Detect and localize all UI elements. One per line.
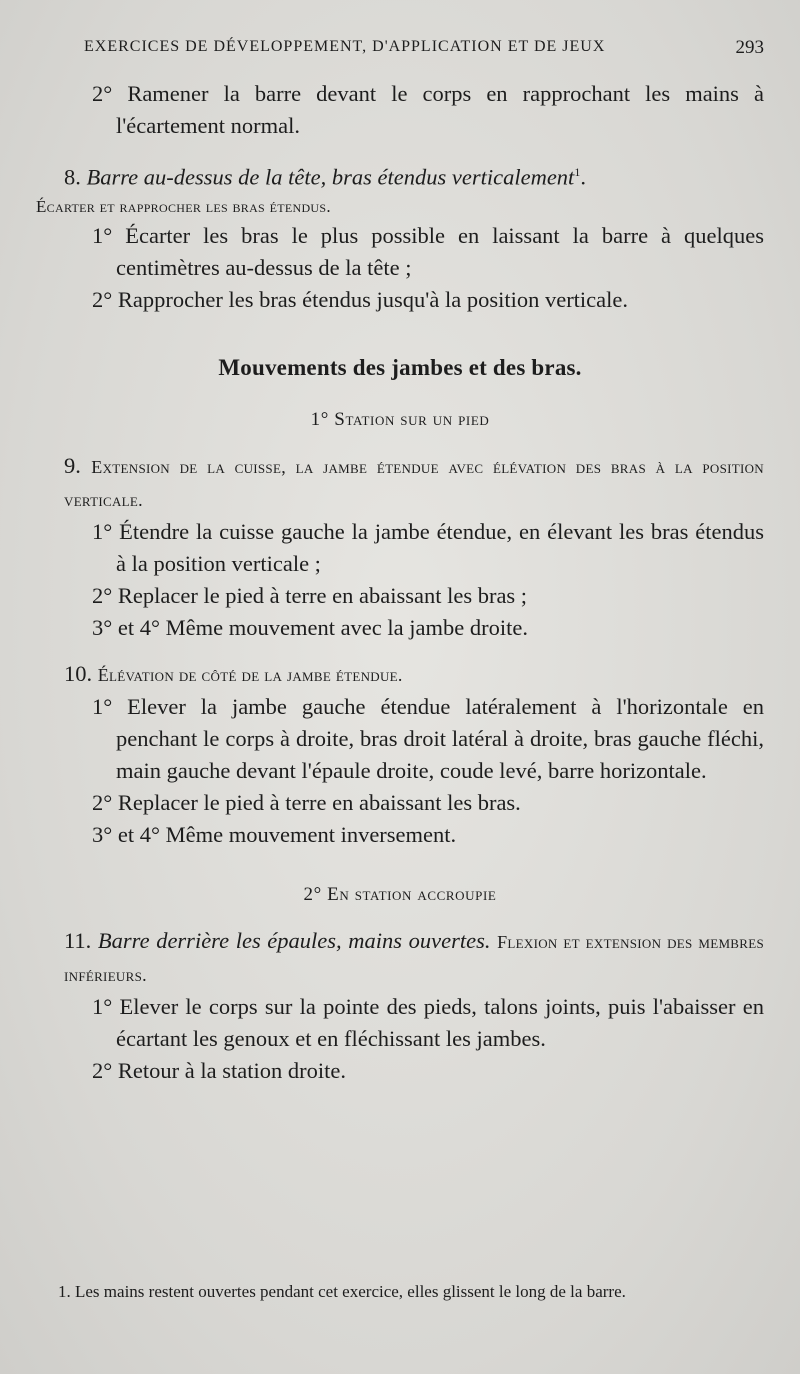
exercise-9-step-1: 1° Étendre la cuisse gauche la jambe étendue, en élevant les bras étendus à la position verticale ; xyxy=(92,518,764,576)
subsection-station-accroupie: 2° En station accroupie xyxy=(303,883,497,905)
exercise-9-title xyxy=(36,450,764,516)
footnote-marker: 1 xyxy=(574,165,581,179)
exercise-10-step-2: 2° Replacer le pied à terre en abaissant les bras. xyxy=(92,789,521,815)
page-number: 293 xyxy=(735,37,764,58)
exercise-10-heading: Élévation de côté de la jambe étendue. xyxy=(97,664,403,685)
exercise-10-title xyxy=(36,658,764,691)
exercise-11-italic-title: Barre derrière les épaules, mains ouvertes. xyxy=(97,927,491,953)
exercise-number: 10. xyxy=(64,660,93,686)
exercise-11-step-1: 1° Elever le corps sur la pointe des pieds, talons joints, puis l'abaisser en écartant les genoux et en fléchissant les jambes. xyxy=(92,993,764,1051)
exercise-9-step-2: 2° Replacer le pied à terre en abaissant les bras ; xyxy=(92,582,528,608)
exercise-number: 9. xyxy=(64,452,81,478)
running-header xyxy=(84,38,764,56)
page-body xyxy=(36,78,764,1087)
exercise-8-step-1: 1° Écarter les bras le plus possible en laissant la barre à quelques centimètres au-dessus de la tête ; xyxy=(92,222,764,280)
exercise-9-step-3: 3° et 4° Même mouvement avec la jambe droite. xyxy=(92,614,528,640)
exercise-8-italic-title: Barre au-dessus de la tête, bras étendus verticalement xyxy=(86,164,575,190)
section-heading: Mouvements des jambes et des bras. xyxy=(218,354,582,380)
exercise-number: 11. xyxy=(64,927,92,953)
exercise-8-title: 8. Barre au-dessus de la tête, bras étendus verticalement$^1$. Écarter et rapprocher les bras étendus. xyxy=(36,156,764,220)
exercise-number: 8. xyxy=(64,164,81,190)
running-title: EXERCICES DE DÉVELOPPEMENT, D'APPLICATION ET DE JEUX xyxy=(84,38,606,55)
exercise-10-step-3: 3° et 4° Même mouvement inversement. xyxy=(92,821,457,847)
exercise-10-step-1: 1° Elever la jambe gauche étendue latéralement à l'horizontale en penchant le corps à droite, bras droit latéral à droite, bras gauche fléchi, main gauche devant l'épaule droite, coude levé, barre horizontale. xyxy=(92,693,764,783)
exercise-8-step-2: 2° Rapprocher les bras étendus jusqu'à la position verticale. xyxy=(92,286,629,312)
subsection-station-sur-un-pied: 1° Station sur un pied xyxy=(310,408,490,430)
exercise-9-heading: Extension de la cuisse, la jambe étendue avec élévation des bras à la position verticale. xyxy=(64,456,764,510)
exercise-11-step-2: 2° Retour à la station droite. xyxy=(92,1057,346,1083)
footnote: 1. Les mains restent ouvertes pendant cet exercice, elles glissent le long de la barre. xyxy=(58,1282,626,1301)
exercise-8-subtitle: Écarter et rapprocher les bras étendus. xyxy=(36,196,331,216)
exercise-11-heading: Flexion et extension des membres inférieurs. xyxy=(64,931,765,985)
exercise-7-step-2: 2° Ramener la barre devant le corps en rapprochant les mains à l'écartement normal. xyxy=(92,81,764,138)
exercise-11-title xyxy=(36,925,764,991)
